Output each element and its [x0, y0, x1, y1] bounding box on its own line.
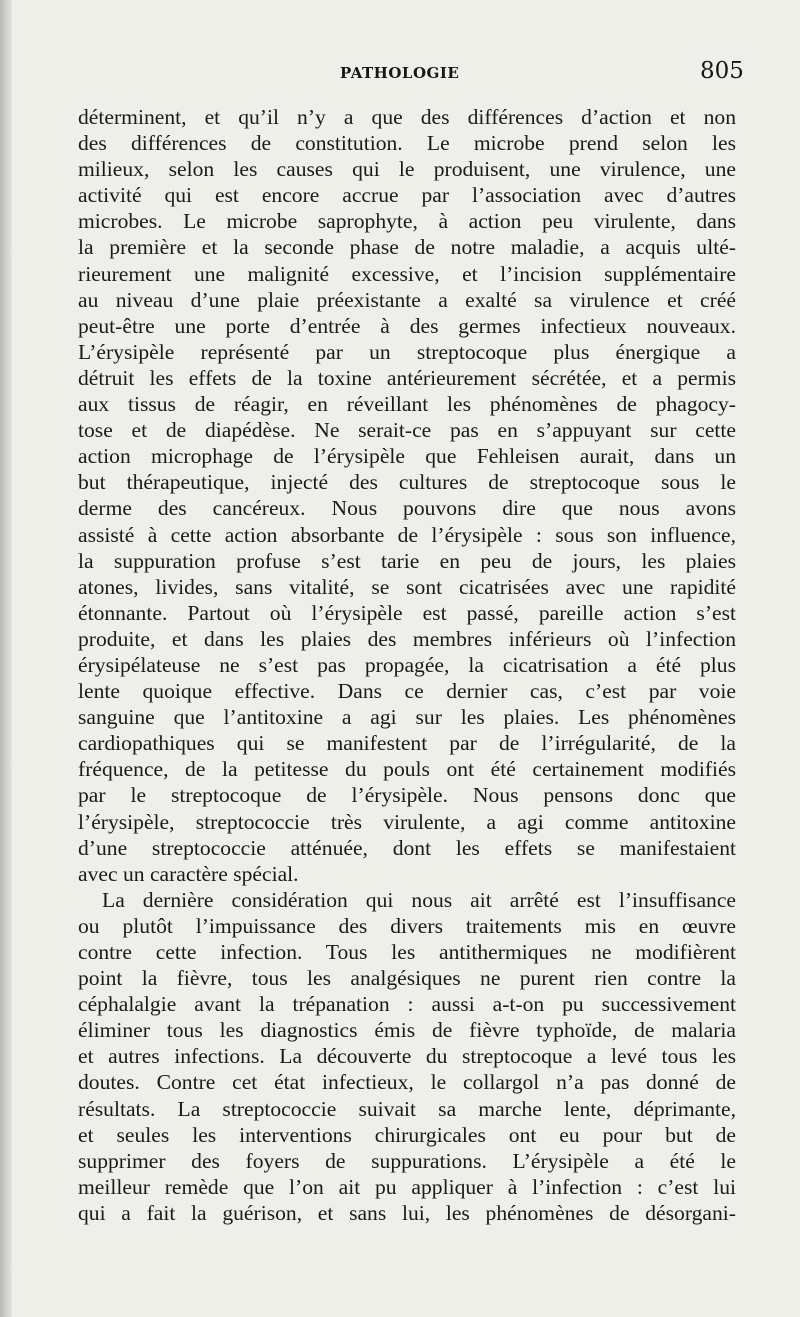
text-line: des différences de constitution. Le microbe prend selon les: [78, 131, 736, 156]
text-line: doutes. Contre cet état infectieux, le collargol n’a pas donné de: [78, 1070, 736, 1095]
text-line: détruit les effets de la toxine antérieurement sécrétée, et a permis: [78, 365, 736, 390]
text-line: milieux, selon les causes qui le produisent, une virulence, une: [78, 157, 736, 182]
text-line: l’érysipèle, streptococcie très virulente, a agi comme antitoxine: [78, 809, 736, 834]
text-line: tose et de diapédèse. Ne serait-ce pas en s’appuyant sur cette: [78, 418, 736, 443]
text-line: avec un caractère spécial.: [78, 861, 299, 886]
text-line: et seules les interventions chirurgicales ont eu pour but de: [78, 1122, 736, 1147]
text-line: peut-être une porte d’entrée à des germes infectieux nouveaux.: [78, 313, 736, 338]
body-text: [78, 104, 736, 1226]
text-line: déterminent, et qu’il n’y a que des différences d’action et non: [78, 105, 736, 129]
text-line: microbes. Le microbe saprophyte, à action peu virulente, dans: [78, 209, 736, 234]
text-line: contre cette infection. Tous les antithermiques ne modifièrent: [78, 940, 736, 964]
text-line: meilleur remède que l’on ait pu appliquer à l’infection : c’est lui: [78, 1174, 736, 1199]
text-line: cardiopathiques qui se manifestent par de l’irrégularité, de la: [78, 731, 736, 756]
text-line: et autres infections. La découverte du streptocoque a levé tous les: [78, 1044, 736, 1069]
text-line: rieurement une malignité excessive, et l’incision supplémentaire: [78, 261, 736, 286]
text-line: éliminer tous les diagnostics émis de fièvre typhoïde, de malaria: [78, 1018, 736, 1043]
text-line: étonnante. Partout où l’érysipèle est passé, pareille action s’est: [78, 600, 736, 625]
text-line: aux tissus de réagir, en réveillant les phénomènes de phagocy-: [78, 392, 736, 417]
page-header: [0, 58, 800, 90]
text-line: fréquence, de la petitesse du pouls ont été certainement modifiés: [78, 757, 736, 782]
text-line: assisté à cette action absorbante de l’érysipèle : sous son influence,: [78, 522, 736, 547]
text-line: au niveau d’une plaie préexistante a exalté sa virulence et créé: [78, 287, 736, 312]
running-title: PATHOLOGIE: [340, 64, 460, 82]
text-line: point la fièvre, tous les analgésiques ne purent rien contre la: [78, 966, 736, 991]
text-line: derme des cancéreux. Nous pouvons dire que nous avons: [78, 496, 736, 521]
text-line: d’une streptococcie atténuée, dont les effets se manifestaient: [78, 835, 736, 860]
text-line: but thérapeutique, injecté des cultures de streptocoque sous le: [78, 470, 736, 495]
text-line: activité qui est encore accrue par l’association avec d’autres: [78, 183, 736, 208]
text-line: qui a fait la guérison, et sans lui, les phénomènes de désorgani-: [78, 1200, 736, 1225]
text-line: action microphage de l’érysipèle que Fehleisen aurait, dans un: [78, 444, 736, 469]
text-line: par le streptocoque de l’érysipèle. Nous pensons donc que: [78, 783, 736, 808]
paragraph-2: [78, 887, 736, 1226]
text-line: lente quoique effective. Dans ce dernier cas, c’est par voie: [78, 679, 736, 704]
text-line: céphalalgie avant la trépanation : aussi a-t-on pu successivement: [78, 992, 736, 1017]
page-edge-shadow: [0, 0, 12, 1317]
text-line: érysipélateuse ne s’est pas propagée, la cicatrisation a été plus: [78, 652, 736, 677]
text-line: la suppuration profuse s’est tarie en peu de jours, les plaies: [78, 548, 736, 573]
page-number: 805: [700, 58, 744, 84]
text-line: atones, livides, sans vitalité, se sont cicatrisées avec une rapidité: [78, 574, 736, 599]
text-line: ou plutôt l’impuissance des divers traitements mis en œuvre: [78, 913, 736, 938]
text-line: L’érysipèle représenté par un streptocoque plus énergique a: [78, 339, 736, 364]
text-line: sanguine que l’antitoxine a agi sur les plaies. Les phénomènes: [78, 705, 736, 730]
text-line: produite, et dans les plaies des membres inférieurs où l’infection: [78, 626, 736, 651]
text-line: supprimer des foyers de suppurations. L’érysipèle a été le: [78, 1148, 736, 1173]
text-line: la première et la seconde phase de notre maladie, a acquis ulté-: [78, 235, 736, 260]
text-line: La dernière considération qui nous ait arrêté est l’insuffisance: [102, 887, 736, 912]
paragraph-1: [78, 104, 736, 887]
text-line: résultats. La streptococcie suivait sa marche lente, déprimante,: [78, 1096, 736, 1121]
